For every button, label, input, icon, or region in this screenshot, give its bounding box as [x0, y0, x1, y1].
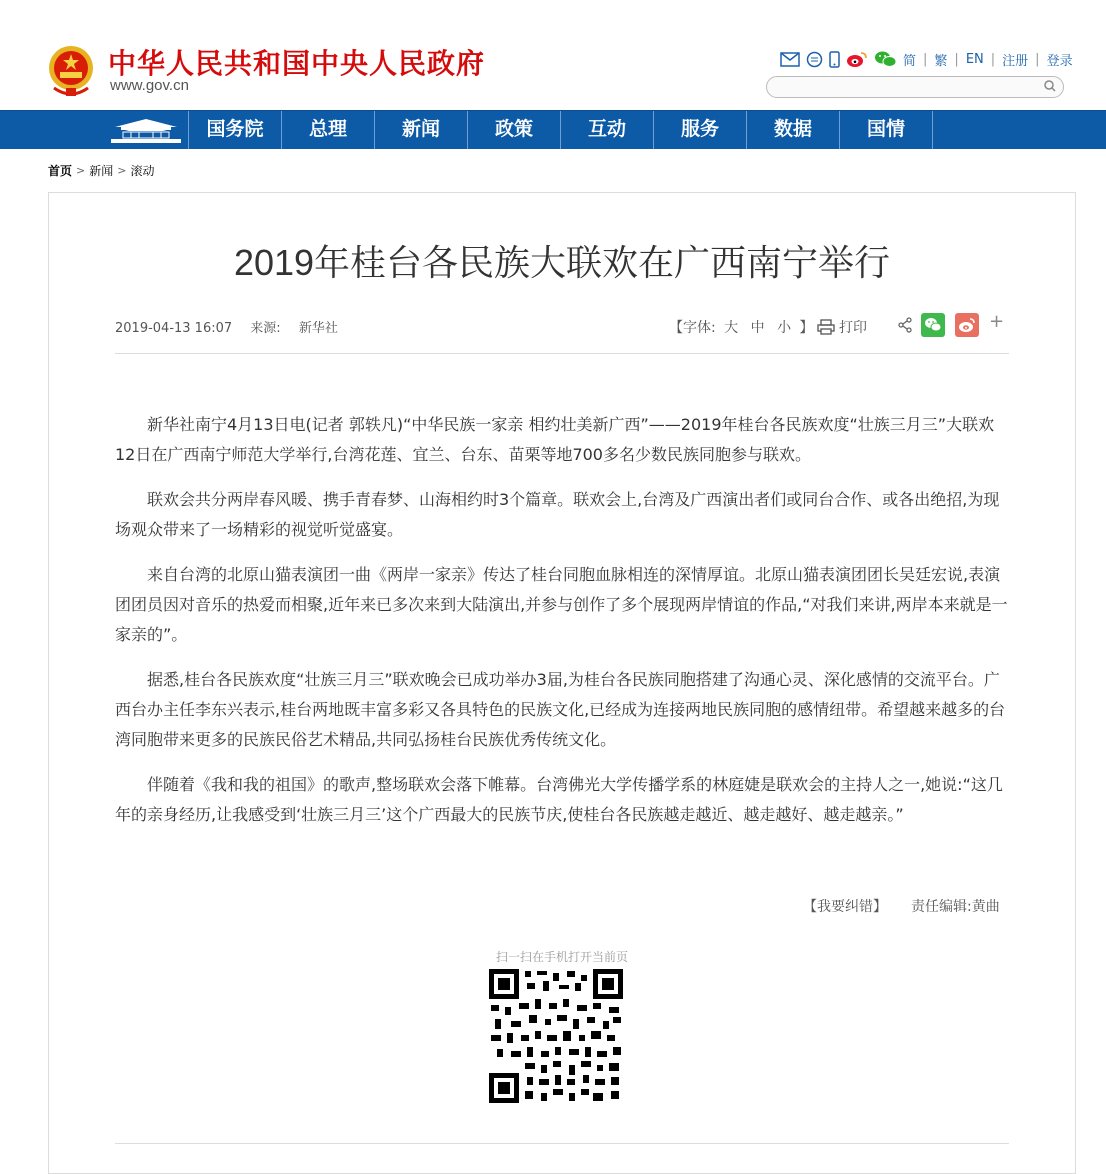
simplified-chinese-link[interactable]: 简	[903, 53, 917, 69]
breadcrumb-home[interactable]: 首页	[48, 164, 73, 178]
national-emblem-icon[interactable]	[46, 44, 96, 98]
publish-datetime: 2019-04-13 16:07	[115, 321, 233, 336]
chevron-right-icon: >	[76, 164, 86, 177]
article-meta	[115, 317, 352, 336]
qr-caption: 扫一扫在手机打开当前页	[495, 950, 628, 964]
mail-icon[interactable]	[780, 52, 800, 67]
article-tools	[669, 313, 1009, 339]
font-label-open: 【字体:	[669, 320, 716, 336]
divider: |	[954, 51, 959, 67]
register-link[interactable]: 注册	[1002, 53, 1029, 69]
weibo-icon	[955, 313, 979, 337]
font-label-close: 】	[799, 320, 814, 336]
site-header	[0, 0, 1106, 110]
main-nav	[0, 110, 1106, 149]
font-small-button[interactable]: 小	[777, 320, 792, 336]
divider: |	[1035, 51, 1040, 67]
divider	[115, 353, 1009, 354]
search-box	[766, 76, 1064, 98]
nav-item-services[interactable]: 服务	[654, 111, 747, 149]
divider	[115, 1143, 1009, 1144]
chat-bubble-icon[interactable]	[806, 51, 823, 68]
report-error-link[interactable]: 【我要纠错】	[803, 899, 887, 915]
nav-item-news[interactable]: 新闻	[375, 111, 468, 149]
nav-item-interaction[interactable]: 互动	[561, 111, 654, 149]
paragraph: 来自台湾的北原山猫表演团一曲《两岸一家亲》传达了桂台同胞血脉相连的深情厚谊。北原山猫表演团团长吴廷宏说,表演团团员因对音乐的热爱而相聚,近年来已多次来到大陆演出,并参与创作了多个展现两岸情谊的作品,“对我们来讲,两岸本来就是一家亲的”。	[115, 565, 1008, 644]
printer-icon	[817, 319, 835, 335]
english-link[interactable]: EN	[965, 51, 984, 67]
tiananmen-home-icon[interactable]	[105, 115, 187, 145]
site-title[interactable]: 中华人民共和国中央人民政府	[108, 47, 486, 80]
font-size-control	[669, 317, 814, 337]
breadcrumb	[48, 162, 154, 179]
editor-credit: 责任编辑:黄曲	[911, 899, 1000, 915]
breadcrumb-news[interactable]: 新闻	[89, 164, 114, 178]
wechat-share-button[interactable]	[921, 313, 945, 337]
weibo-icon[interactable]	[846, 51, 868, 68]
article-title: 2019年桂台各民族大联欢在广西南宁举行	[233, 242, 891, 283]
paragraph: 联欢会共分两岸春风暖、携手青春梦、山海相约时3个篇章。联欢会上,台湾及广西演出者们或同台合作、或各出绝招,为现场观众带来了一场精彩的视觉听觉盛宴。	[115, 490, 1000, 539]
print-button[interactable]	[817, 317, 867, 337]
chevron-right-icon: >	[117, 164, 127, 177]
source-name: 新华社	[298, 321, 338, 336]
font-large-button[interactable]: 大	[724, 320, 739, 336]
wechat-icon[interactable]	[874, 50, 897, 68]
login-link[interactable]: 登录	[1046, 53, 1073, 69]
search-input[interactable]	[777, 79, 1041, 97]
article-body	[115, 410, 1009, 845]
source-label: 来源:	[250, 321, 281, 336]
paragraph: 新华社南宁4月13日电(记者 郭轶凡)“中华民族一家亲 相约壮美新广西”——2019年桂台各民族欢度“壮族三月三”大联欢12日在广西南宁师范大学举行,台湾花莲、宜兰、台东、苗栗等地700多名少数民族同胞参与联欢。	[115, 415, 995, 464]
article-panel	[48, 192, 1076, 1174]
print-label: 打印	[839, 320, 867, 336]
nav-item-premier[interactable]: 总理	[282, 111, 375, 149]
paragraph: 据悉,桂台各民族欢度“壮族三月三”联欢晚会已成功举办3届,为桂台各民族同胞搭建了沟通心灵、深化感情的交流平台。广西台办主任李东兴表示,桂台两地既丰富多彩又各具特色的民族文化,已经成为连接两地民族同胞的感情纽带。希望越来越多的台湾同胞带来更多的民族民俗艺术精品,共同弘扬桂台民族优秀传统文化。	[115, 670, 1006, 749]
divider: |	[923, 51, 928, 67]
mobile-phone-icon[interactable]	[829, 51, 840, 68]
nav-item-national-info[interactable]: 国情	[840, 111, 933, 149]
article-footer	[115, 896, 1009, 916]
more-share-icon[interactable]: +	[989, 311, 1005, 332]
breadcrumb-rolling[interactable]: 滚动	[130, 164, 155, 178]
traditional-chinese-link[interactable]: 繁	[934, 53, 948, 69]
nav-menu	[188, 111, 933, 149]
qr-code-icon	[489, 969, 623, 1103]
site-url[interactable]: www.gov.cn	[110, 77, 189, 94]
nav-item-policy[interactable]: 政策	[468, 111, 561, 149]
share-icon[interactable]	[897, 317, 913, 333]
weibo-share-button[interactable]	[955, 313, 979, 337]
paragraph: 伴随着《我和我的祖国》的歌声,整场联欢会落下帷幕。台湾佛光大学传播学系的林庭婕是联欢会的主持人之一,她说:“这几年的亲身经历,让我感受到‘壮族三月三’这个广西最大的民族节庆,使桂台各民族越走越近、越走越好、越走越亲。”	[115, 775, 1003, 824]
wechat-icon	[921, 313, 945, 337]
nav-item-state-council[interactable]: 国务院	[189, 111, 282, 149]
nav-item-data[interactable]: 数据	[747, 111, 840, 149]
search-icon[interactable]	[1043, 79, 1057, 93]
divider: |	[990, 51, 996, 67]
font-medium-button[interactable]: 中	[750, 320, 765, 336]
top-links	[780, 48, 1073, 70]
